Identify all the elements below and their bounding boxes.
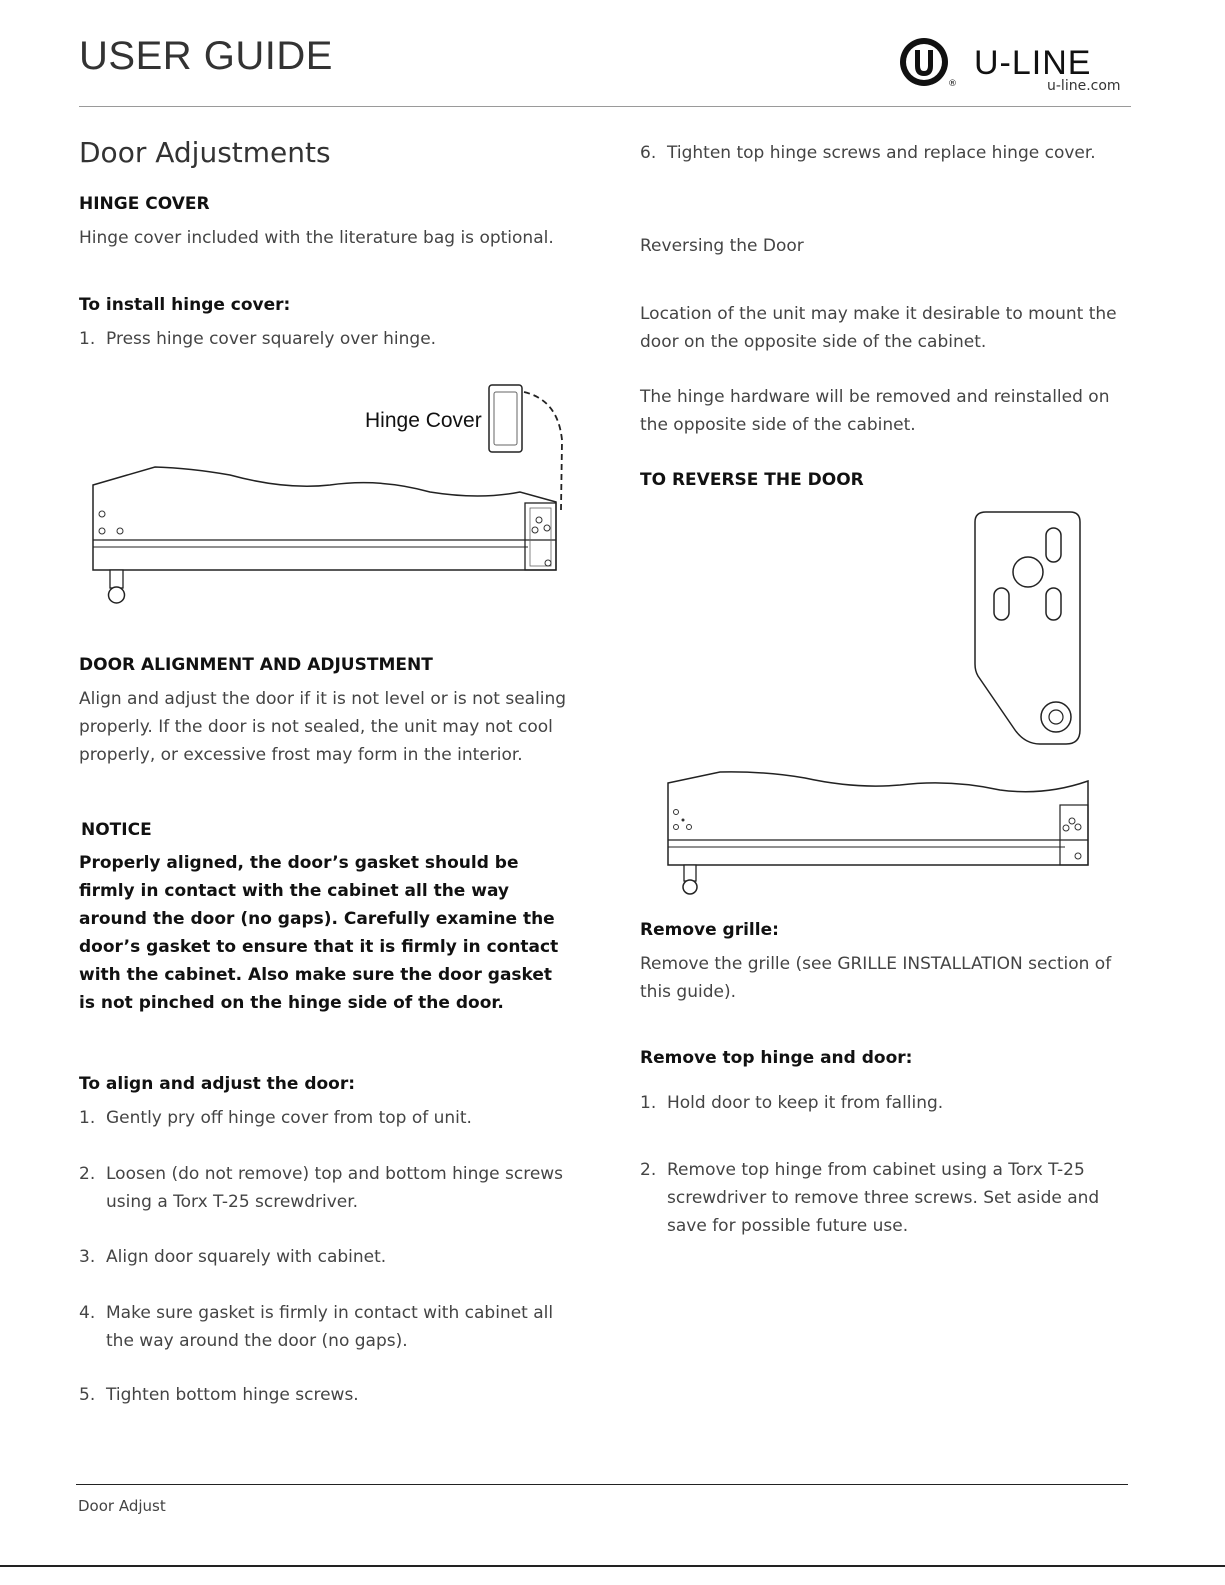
align-steps-title: To align and adjust the door:: [79, 1074, 356, 1094]
remove-grille-title: Remove grille:: [640, 920, 779, 940]
step-number: 1.: [640, 1093, 657, 1113]
step-number: 1.: [79, 329, 96, 349]
brand-url: u-line.com: [1047, 78, 1121, 94]
step-number: 5.: [79, 1385, 96, 1405]
step-number: 1.: [79, 1108, 96, 1128]
svg-text:U-LINE: U-LINE: [974, 44, 1092, 82]
step-text: Loosen (do not remove) top and bottom hinge screws using a Torx T-25 screwdriver.: [106, 1164, 564, 1212]
reversing-p2: The hinge hardware will be removed and reinstalled on the opposite side of the cabinet.: [640, 387, 1110, 435]
reversing-p1: Location of the unit may make it desirable to mount the door on the opposite side of the cabinet.: [640, 304, 1117, 352]
hinge-cover-diagram: [80, 380, 580, 610]
to-reverse-title: TO REVERSE THE DOOR: [640, 470, 864, 490]
footer-label: Door Adjust: [78, 1497, 166, 1515]
remove-hinge-title: Remove top hinge and door:: [640, 1048, 913, 1068]
step-number: 2.: [79, 1164, 96, 1184]
hinge-cover-text: Hinge cover included with the literature bag is optional.: [79, 228, 554, 248]
step-text: Align door squarely with cabinet.: [106, 1247, 387, 1267]
step-number: 3.: [79, 1247, 96, 1267]
reversing-title: Reversing the Door: [640, 236, 804, 256]
hinge-cover-title: HINGE COVER: [79, 194, 210, 214]
remove-grille-text: Remove the grille (see GRILLE INSTALLATION section of this guide).: [640, 954, 1112, 1002]
step-number: 6.: [640, 143, 657, 163]
step-number: 4.: [79, 1303, 96, 1323]
step-text: Hold door to keep it from falling.: [667, 1093, 944, 1113]
alignment-text: Align and adjust the door if it is not level or is not sealing properly. If the door is not sealed, the unit may not cool properly, or excessive frost may form in the interior.: [79, 689, 567, 765]
step-number: 2.: [640, 1160, 657, 1180]
step-text: Make sure gasket is firmly in contact with cabinet all the way around the door (no gaps).: [106, 1303, 554, 1351]
step-text: Tighten bottom hinge screws.: [106, 1385, 359, 1405]
hinge-plate-diagram: [970, 508, 1085, 750]
step-text: Gently pry off hinge cover from top of unit.: [106, 1108, 472, 1128]
alignment-title: DOOR ALIGNMENT AND ADJUSTMENT: [79, 655, 433, 675]
page-title: USER GUIDE: [79, 34, 333, 78]
install-title: To install hinge cover:: [79, 295, 291, 315]
figure-label: Hinge Cover: [365, 409, 482, 432]
step-text: Tighten top hinge screws and replace hinge cover.: [667, 143, 1096, 163]
svg-text:®: ®: [948, 79, 957, 89]
step-text: Press hinge cover squarely over hinge.: [106, 329, 437, 349]
notice-text: Properly aligned, the door’s gasket should be firmly in contact with the cabinet all the way around the door (no gaps). Carefully examine the door’s gasket to ensure that it is firmly in contact with the cabinet. Also make sure the door gasket is not pinched on the hinge side of the door.: [79, 853, 559, 1013]
section-heading: Door Adjustments: [79, 136, 331, 169]
notice-title: NOTICE: [81, 820, 152, 840]
header-divider: [79, 106, 1131, 107]
step-text: Remove top hinge from cabinet using a Torx T-25 screwdriver to remove three screws. Set aside and save for possible future use.: [667, 1160, 1100, 1236]
page-bottom-rule: [0, 1565, 1225, 1567]
footer-divider: [76, 1484, 1128, 1485]
cabinet-top-diagram: [665, 765, 1095, 900]
